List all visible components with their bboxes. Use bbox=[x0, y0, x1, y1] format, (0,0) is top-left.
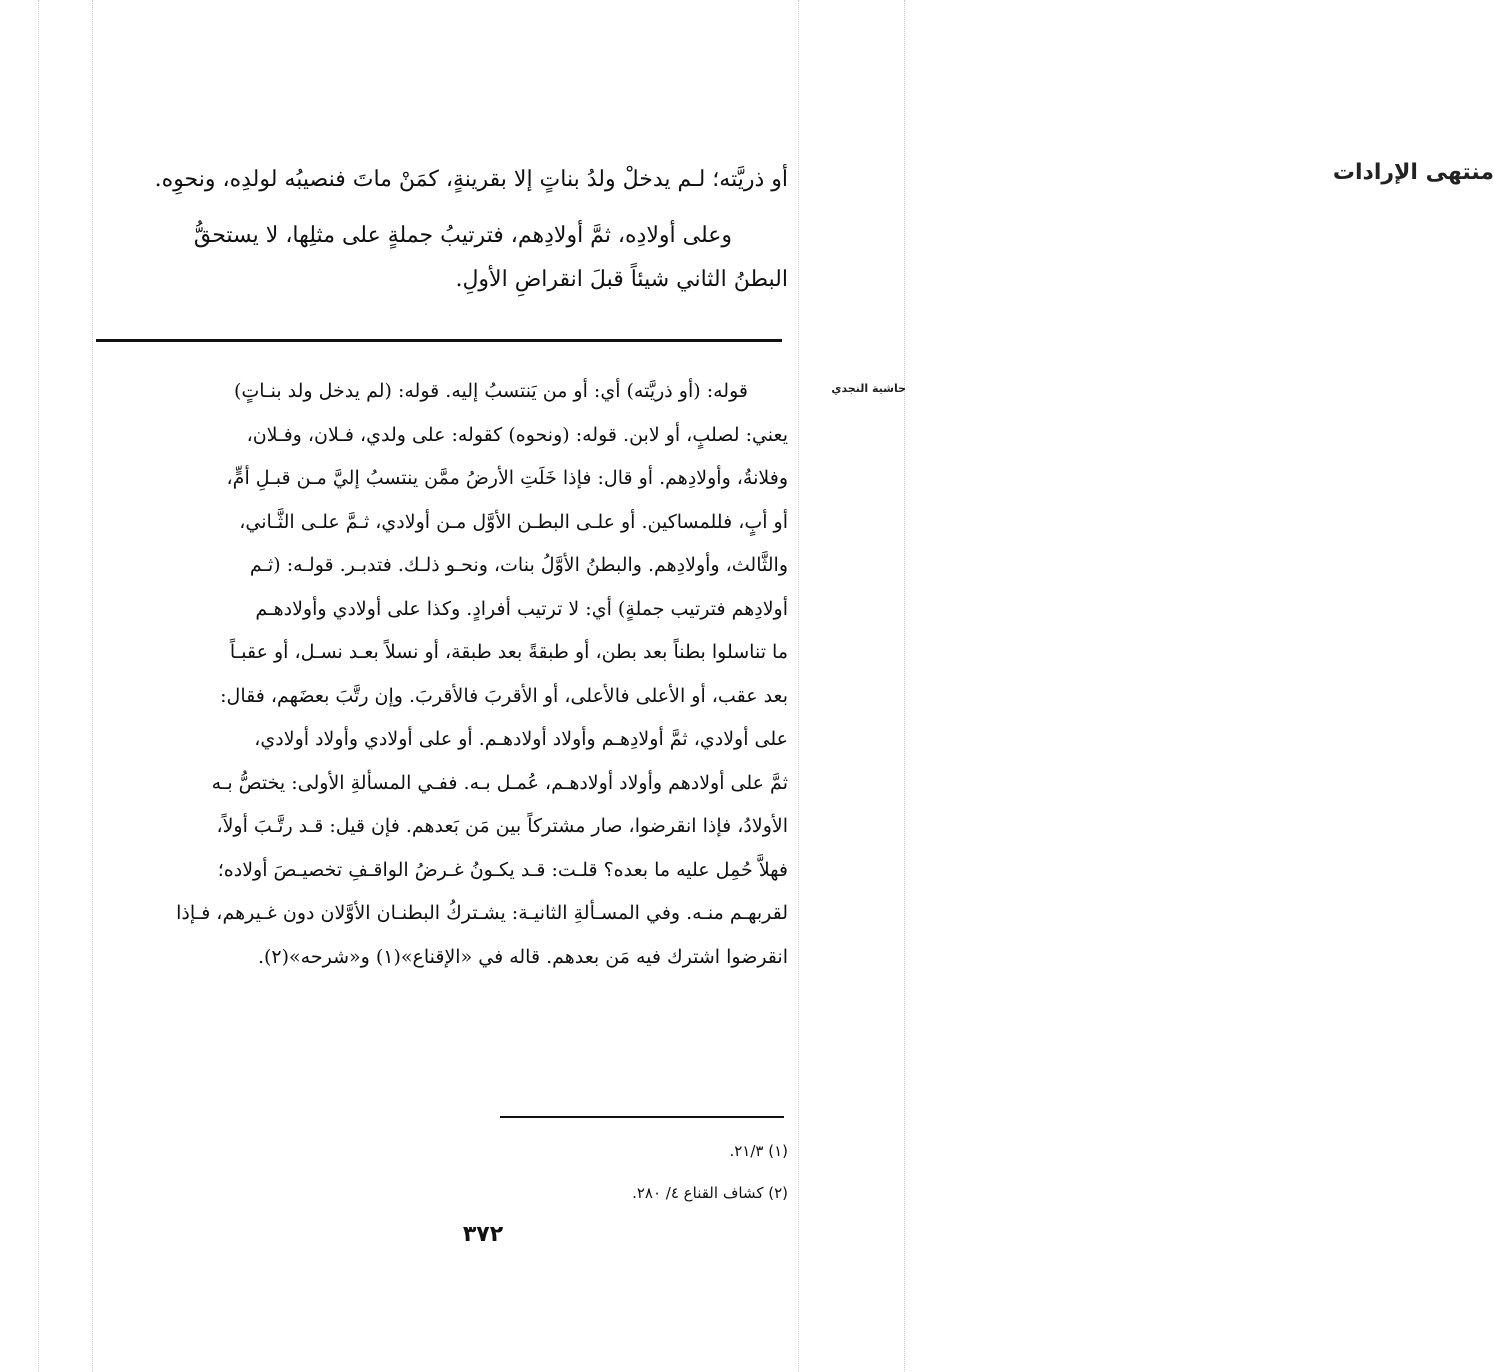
scan-guide-line bbox=[798, 0, 799, 1372]
hashiya-line: وفلانةُ، وأولادِهم. أو قال: فإذا خَلَتِ الأرضُ ممَّن ينتسبُ إليَّ مـن قبـلِ أمٍّ، bbox=[226, 467, 788, 489]
hashiya-line: يعني: لصلبٍ، أو لابن. قوله: (ونحوه) كقوله: على ولدي، فـلان، وفـلان، bbox=[246, 423, 788, 446]
footnotes bbox=[440, 1130, 788, 1214]
section-divider bbox=[96, 339, 782, 342]
hashiya-line: انقرضوا اشترك فيه مَن بعدهم. قاله في «الإقناع»(١) و«شرحه»(٢). bbox=[257, 945, 788, 968]
matn-line: البطنُ الثاني شيئاً قبلَ انقراضِ الأولِ. bbox=[455, 267, 788, 292]
footnote: (٢) كشاف القناع ٤/ ٢٨٠. bbox=[632, 1184, 788, 1202]
hashiya-line: الأولادُ، فإذا انقرضوا، صار مشتركاً بين مَن بَعدهم. فإن قيل: قـد رتَّـبَ أولاً، bbox=[216, 815, 788, 837]
matn-line: وعلى أولادِه، ثمَّ أولادِهم، فترتيبُ جملةٍ على مثلِها، لا يستحقُّ bbox=[193, 223, 732, 248]
hashiya-line: قوله: (أو ذريَّته) أي: أو من يَنتسبُ إليه. قوله: (لم يدخل ولد بنـاتٍ) bbox=[233, 380, 748, 402]
hashiya-line: لقربهـم منـه. وفي المسـألةِ الثانيـة: يشـتركُ البطنـان الأوَّلان دون غـيرهم، فـإذا bbox=[176, 902, 788, 924]
hashiya-text bbox=[98, 370, 788, 979]
hashiya-line: ما تناسلوا بطناً بعد بطن، أو طبقةً بعد طبقة، أو نسلاً بعـد نسـل، أو عقبـاً bbox=[229, 641, 788, 663]
hashiya-line: أو أبٍ، فللمساكين. أو علـى البطـن الأوَّل مـن أولادي، ثـمَّ علـى الثَّـاني، bbox=[239, 510, 788, 533]
hashiya-line: أولادِهم فترتيب جملةٍ) أي: لا ترتيب أفرادٍ. وكذا على أولادي وأولادهـم bbox=[255, 597, 788, 620]
footnote: (١) ٢١/٣. bbox=[729, 1142, 788, 1160]
footnote-divider bbox=[500, 1116, 784, 1118]
matn-source-label: منتهى الإرادات bbox=[1332, 160, 1494, 185]
page-number: ٣٧٢ bbox=[462, 1222, 504, 1247]
scan-guide-line bbox=[38, 0, 39, 1372]
hashiya-line: على أولادي، ثمَّ أولادِهـم وأولاد أولادهـم. أو على أولادي وأولاد أولادي، bbox=[254, 728, 788, 750]
hashiya-line: ثمَّ على أولادهم وأولاد أولادهـم، عُمـل بـه. ففـي المسألةِ الأولى: يختصُّ بـه bbox=[211, 771, 788, 794]
scan-guide-line bbox=[904, 0, 905, 1372]
hashiya-line: بعد عقب، أو الأعلى فالأعلى، أو الأقربَ فالأقربَ. وإن رتَّبَ بعضَهم، فقال: bbox=[220, 684, 788, 707]
hashiya-line: والثَّالث، وأولادِهم. والبطنُ الأوَّلُ بنات، ونحـو ذلـك. فتدبـر. قولـه: (ثـم bbox=[249, 554, 788, 576]
scan-guide-line bbox=[92, 0, 93, 1372]
hashiya-source-label: حاشية النجدي bbox=[831, 382, 906, 395]
matn-line: أو ذريَّته؛ لـم يدخلْ ولدُ بناتٍ إلا بقرينةٍ، كمَنْ ماتَ فنصيبُه لولدِه، ونحوِه. bbox=[154, 167, 788, 192]
hashiya-line: فهلاَّ حُمِل عليه ما بعده؟ قلـت: قـد يكـونُ غـرضُ الواقـفِ تخصيـصَ أولاده؛ bbox=[217, 858, 788, 881]
matn-text bbox=[100, 158, 788, 302]
